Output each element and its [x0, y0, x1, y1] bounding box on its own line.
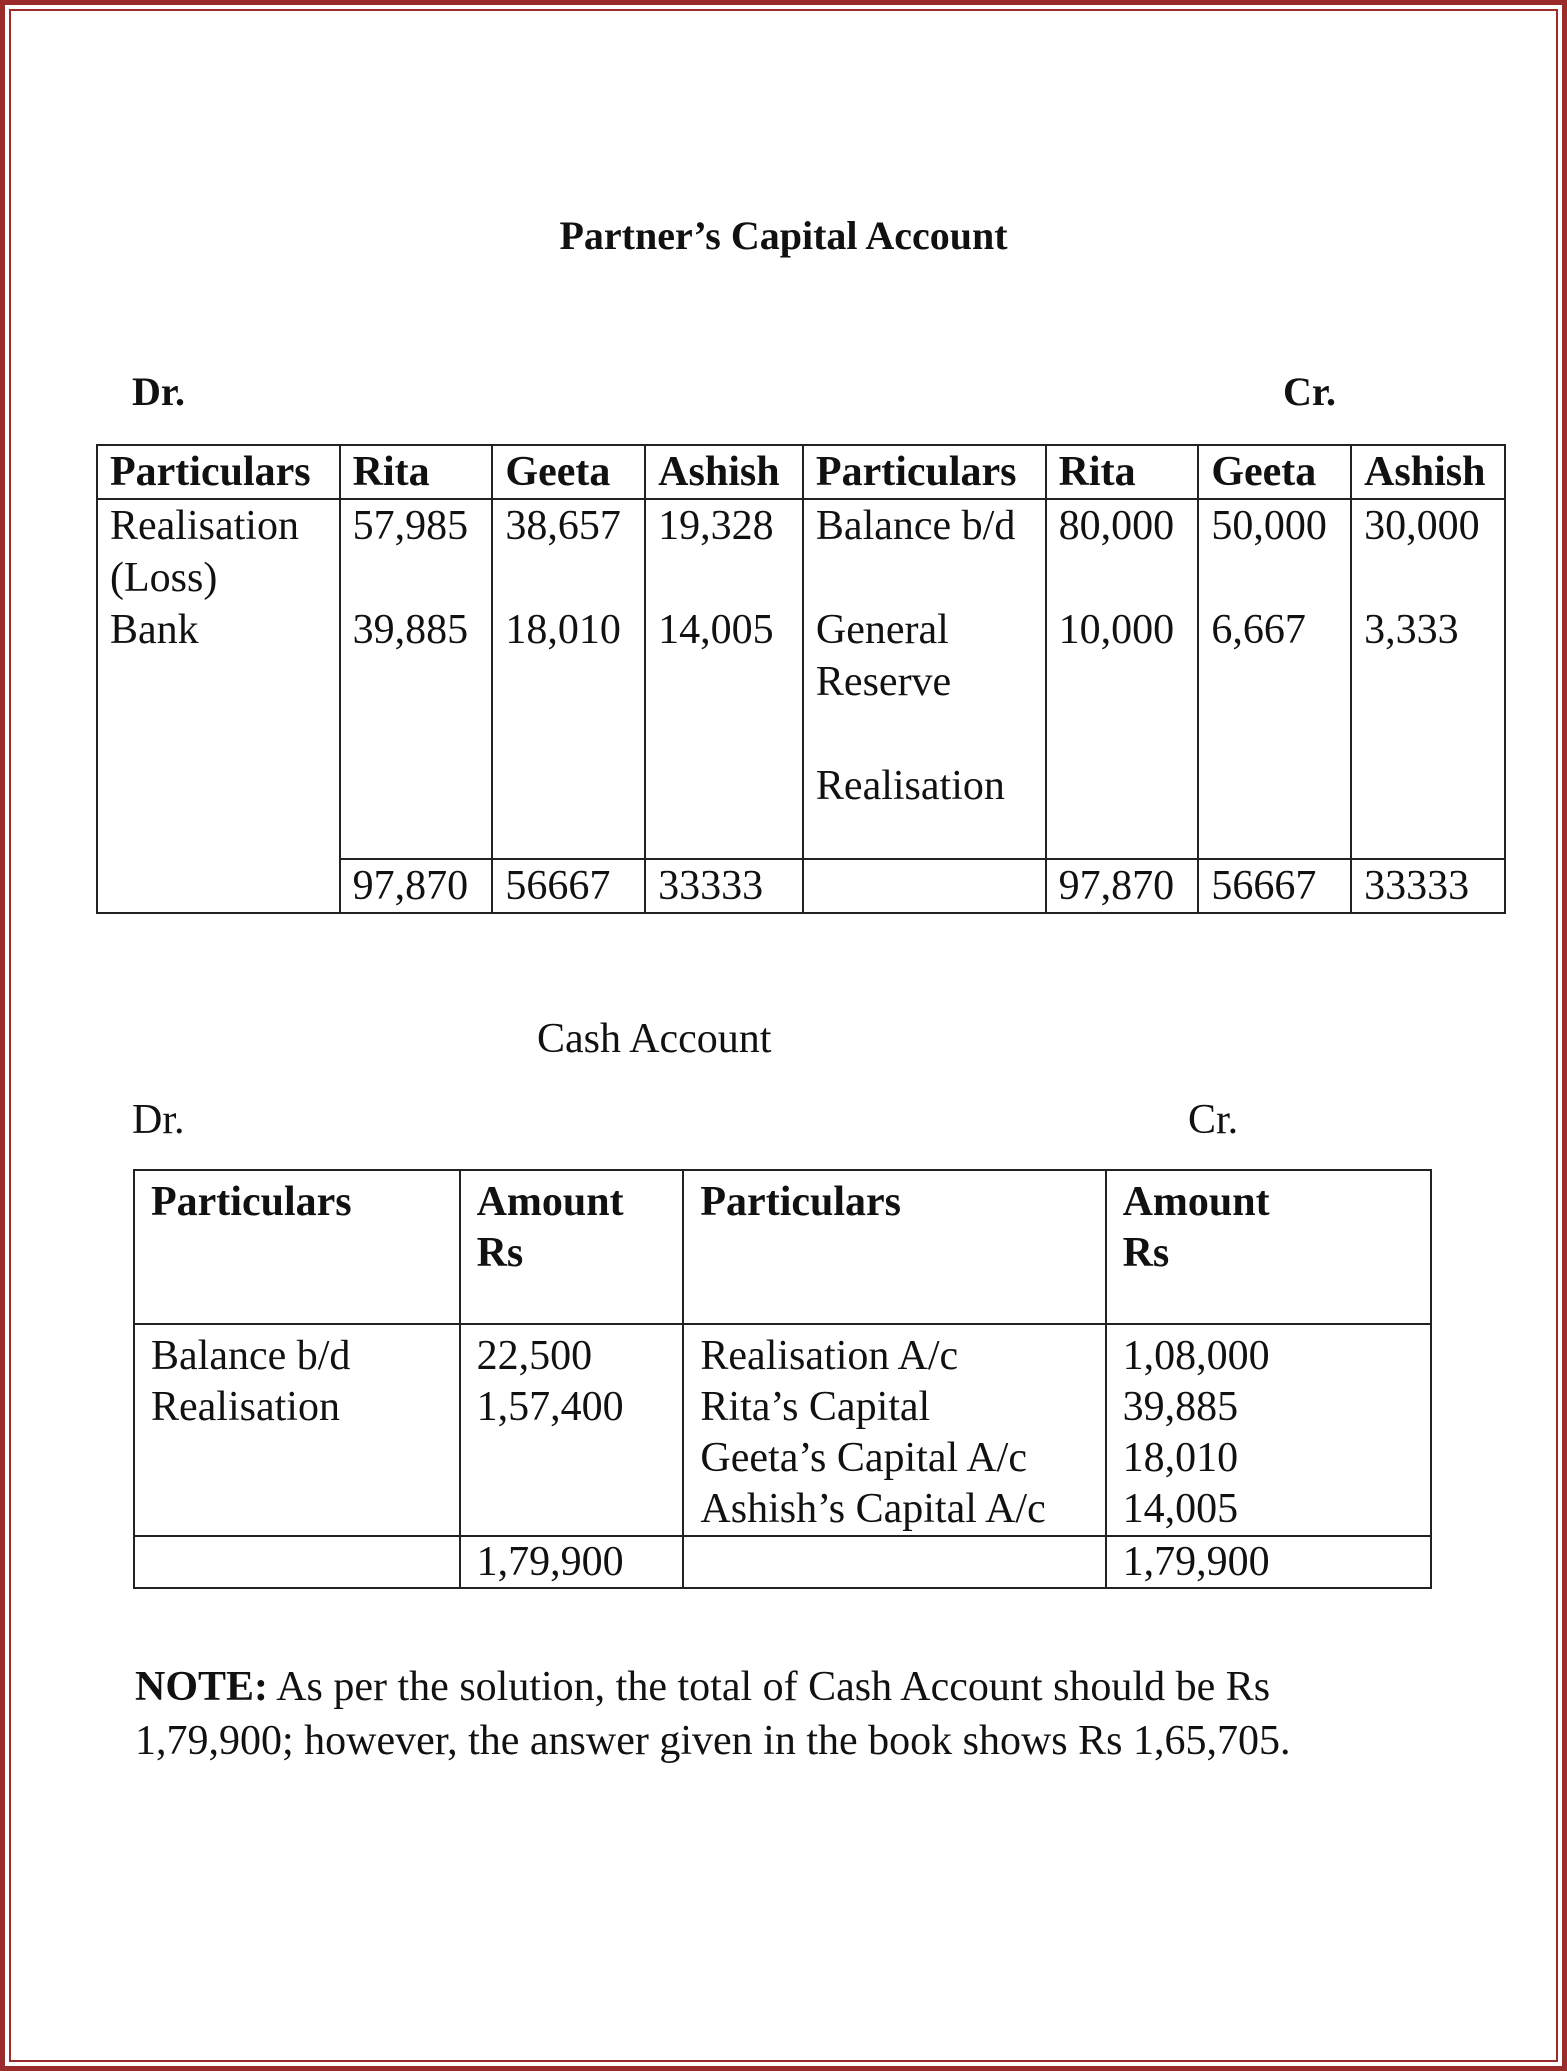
dr-rita-realisation: 57,985 [352, 503, 469, 549]
dr-geeta-bank: 18,010 [505, 607, 621, 653]
dr-ashish-bank: 14,005 [658, 607, 774, 653]
cash-cr-total: 1,79,900 [1106, 1536, 1431, 1588]
dr-ashish-realisation: 19,328 [658, 503, 774, 549]
cr-particulars-realisation: Realisation [815, 763, 1005, 809]
capital-body-row [97, 499, 1505, 859]
col-header-ashish-dr: Ashish [645, 445, 803, 499]
dr-total-rita: 97,870 [340, 859, 493, 913]
cash-cr-total-blank [683, 1536, 1105, 1588]
cr-total-geeta: 56667 [1198, 859, 1351, 913]
cash-col-header-amount-dr [460, 1170, 684, 1324]
cash-total-row [134, 1536, 1431, 1588]
cash-dr-balance-bd: Balance b/d [151, 1333, 351, 1379]
col-header-geeta-dr: Geeta [492, 445, 645, 499]
cr-particulars-general-reserve: General Reserve [815, 607, 952, 705]
capital-header-row [97, 445, 1505, 499]
cash-cr-geeta-capital: Geeta’s Capital A/c [700, 1435, 1027, 1481]
cash-cr-particulars-cell [683, 1324, 1105, 1536]
dr-particulars-realisation-loss: Realisation (Loss) [110, 503, 299, 601]
cash-cr-ashish-amount: 14,005 [1122, 1486, 1239, 1532]
cr-total-rita: 97,870 [1046, 859, 1199, 913]
cr-geeta-cell [1198, 499, 1351, 859]
col-header-rita-dr: Rita [340, 445, 493, 499]
dr-total-blank [97, 859, 340, 913]
col-header-particulars-dr: Particulars [97, 445, 340, 499]
dr-total-geeta: 56667 [492, 859, 645, 913]
cr-particulars-cell [803, 499, 1046, 859]
cr-geeta-balance: 50,000 [1211, 503, 1327, 549]
col-header-rita-cr: Rita [1046, 445, 1199, 499]
col-header-ashish-cr: Ashish [1351, 445, 1505, 499]
dr-geeta-cell [492, 499, 645, 859]
capital-dr-label: Dr. [132, 369, 185, 414]
col-header-geeta-cr: Geeta [1198, 445, 1351, 499]
cr-total-ashish: 33333 [1351, 859, 1505, 913]
cr-ashish-general-reserve: 3,333 [1364, 607, 1459, 653]
cash-cr-rita-amount: 39,885 [1122, 1384, 1239, 1430]
capital-cr-label: Cr. [1283, 369, 1336, 414]
dr-particulars-bank: Bank [110, 607, 199, 653]
cash-col-header-particulars-cr: Particulars [683, 1170, 1105, 1324]
cash-cr-geeta-amount: 18,010 [1122, 1435, 1239, 1481]
dr-geeta-realisation: 38,657 [505, 503, 621, 549]
cash-account-table [133, 1169, 1432, 1589]
cr-geeta-general-reserve: 6,667 [1211, 607, 1306, 653]
cash-cr-label: Cr. [1188, 1097, 1239, 1143]
cash-dr-realisation: Realisation [151, 1384, 340, 1430]
cash-dr-label: Dr. [132, 1097, 185, 1143]
cr-rita-balance: 80,000 [1058, 503, 1175, 549]
dr-rita-bank: 39,885 [352, 607, 469, 653]
cash-dr-amount-cell [460, 1324, 684, 1536]
cash-amount-dr-line1: Amount [476, 1179, 624, 1225]
cash-body-row [134, 1324, 1431, 1536]
dr-total-ashish: 33333 [645, 859, 803, 913]
cash-cr-ashish-capital: Ashish’s Capital A/c [700, 1486, 1046, 1532]
cash-dr-total-blank [134, 1536, 460, 1588]
cr-total-blank [803, 859, 1046, 913]
cash-dr-balance-amount: 22,500 [476, 1333, 593, 1379]
cash-amount-dr-line2: Rs [476, 1230, 524, 1276]
cash-cr-realisation: Realisation A/c [700, 1333, 959, 1379]
note-label: NOTE: [135, 1664, 269, 1710]
cr-rita-general-reserve: 10,000 [1058, 607, 1175, 653]
cash-amount-cr-line1: Amount [1122, 1179, 1270, 1225]
cash-col-header-particulars-dr: Particulars [134, 1170, 460, 1324]
cash-dr-realisation-amount: 1,57,400 [476, 1384, 624, 1430]
cash-header-row [134, 1170, 1431, 1324]
capital-account-table [96, 444, 1506, 914]
cash-amount-cr-line2: Rs [1122, 1230, 1170, 1276]
dr-ashish-cell [645, 499, 803, 859]
cr-ashish-balance: 30,000 [1364, 503, 1480, 549]
cash-account-title: Cash Account [537, 1016, 772, 1062]
capital-account-title: Partner’s Capital Account [559, 213, 1008, 258]
cash-dr-particulars-cell [134, 1324, 460, 1536]
dr-particulars-cell [97, 499, 340, 859]
dr-rita-cell [340, 499, 493, 859]
cash-col-header-amount-cr [1106, 1170, 1431, 1324]
note-paragraph [135, 1660, 1435, 1768]
cr-rita-cell [1046, 499, 1199, 859]
cash-cr-amount-cell [1106, 1324, 1431, 1536]
cash-dr-total: 1,79,900 [460, 1536, 684, 1588]
cr-particulars-balance: Balance b/d [815, 503, 1016, 549]
cash-cr-rita-capital: Rita’s Capital [700, 1384, 931, 1430]
cash-cr-realisation-amount: 1,08,000 [1122, 1333, 1270, 1379]
cr-ashish-cell [1351, 499, 1505, 859]
note-text: As per the solution, the total of Cash Account should be Rs 1,79,900; however, the answer given in the book shows Rs 1,65,705. [135, 1664, 1291, 1764]
capital-total-row [97, 859, 1505, 913]
col-header-particulars-cr: Particulars [803, 445, 1046, 499]
